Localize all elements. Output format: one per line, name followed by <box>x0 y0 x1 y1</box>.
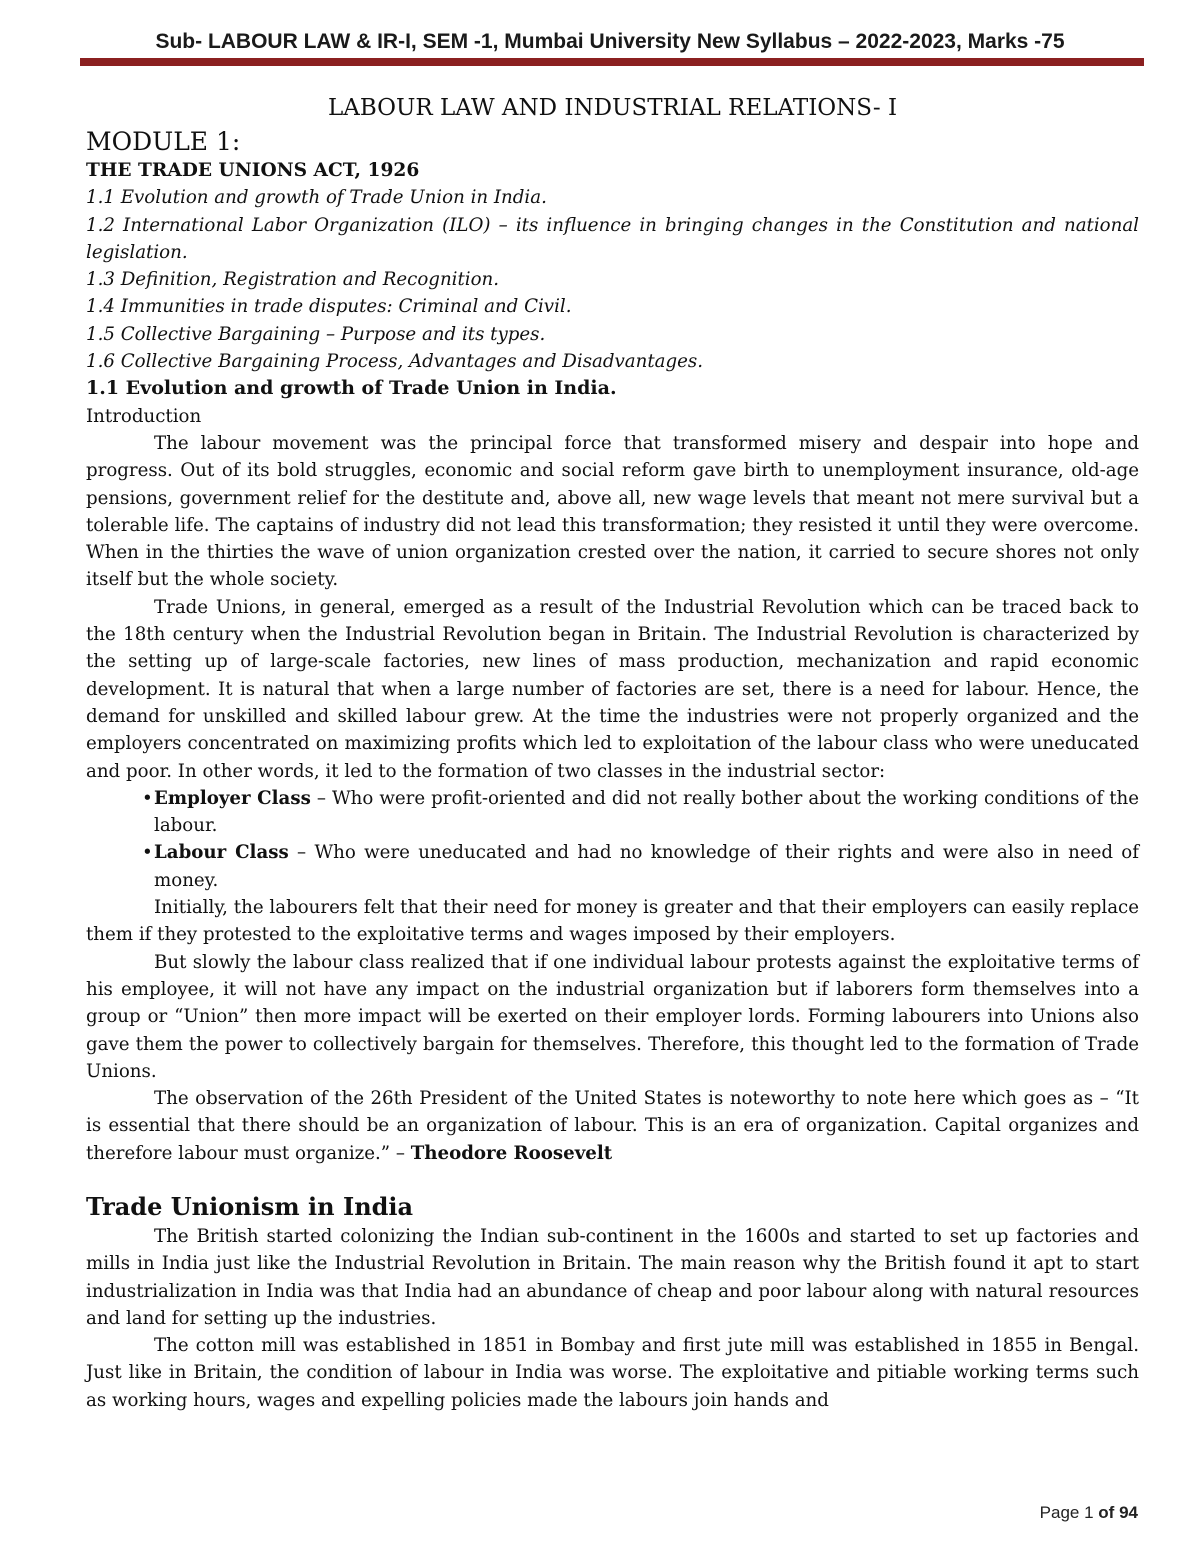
quote-paragraph <box>86 1085 1139 1167</box>
toc-item: 1.1 Evolution and growth of Trade Union in India. <box>86 187 547 209</box>
paragraph: Trade Unions, in general, emerged as a result of the Industrial Revolution which can be traced back to the 18th century when the Industrial Revolution began in Britain. The Industrial Revolution is characterized by the setting up of large-scale factories, new lines of mass production, mechanization and rapid economic development. It is natural that when a large number of factories are set, there is a need for labour. Hence, the demand for unskilled and skilled labour grew. At the time the industries were not properly organized and the employers concentrated on maximizing profits which led to exploitation of the labour class who were uneducated and poor. In other words, it led to the formation of two classes in the industrial sector: <box>86 596 1139 782</box>
paragraph: The British started colonizing the Indian sub-continent in the 1600s and started to set up factories and mills in India just like the Industrial Revolution in Britain. The main reason why the British found it apt to start industrialization in India was that India had an abundance of cheap and poor labour along with natural resources and land for setting up the industries. <box>86 1225 1139 1329</box>
page-content <box>86 92 1139 1414</box>
act-heading: THE TRADE UNIONS ACT, 1926 <box>86 160 420 181</box>
module-heading: MODULE 1: <box>86 127 241 156</box>
list-item <box>86 785 1139 840</box>
page-total: 94 <box>1119 1503 1138 1522</box>
document-title: LABOUR LAW AND INDUSTRIAL RELATIONS- I <box>327 95 898 121</box>
quote-text: The observation of the 26th President of the United States is noteworthy to note here which goes as – “It is essential that there should be an organization of labour. This is an era of organization. Capital organizes and therefore labour must organize.” – <box>86 1088 1139 1164</box>
list-text: – Who were profit-oriented and did not really bother about the working conditions of the labour. <box>154 787 1139 837</box>
toc-item: 1.4 Immunities in trade disputes: Criminal and Civil. <box>86 296 572 318</box>
page-number <box>1040 1503 1138 1523</box>
paragraph: The labour movement was the principal force that transformed misery and despair into hope and progress. Out of its bold struggles, economic and social reform gave birth to unemployment insurance, old-age pensions, government relief for the destitute and, above all, new wage levels that meant not mere survival but a tolerable life. The captains of industry did not lead this transformation; they resisted it until they were overcome. When in the thirties the wave of union organization crested over the nation, it carried to secure shores not only itself but the whole society. <box>86 432 1139 591</box>
page-current: 1 <box>1084 1503 1094 1522</box>
section-heading: 1.1 Evolution and growth of Trade Union in India. <box>86 377 617 400</box>
header-rule <box>80 58 1144 66</box>
list-term: Labour Class <box>154 842 289 864</box>
bullet-icon: • <box>142 842 153 864</box>
paragraph: The cotton mill was established in 1851 in Bombay and first jute mill was established in 1855 in Bengal. Just like in Britain, the condition of labour in India was worse. The exploitative and pitiable working terms such as working hours, wages and expelling policies made the labours join hands and <box>86 1335 1139 1411</box>
subsection-heading: Trade Unionism in India <box>86 1191 414 1221</box>
list-text: – Who were uneducated and had no knowledge of their rights and were also in need of money. <box>154 842 1139 891</box>
quote-author: Theodore Roosevelt <box>410 1142 613 1164</box>
table-of-contents <box>86 184 1139 375</box>
intro-label: Introduction <box>86 405 202 427</box>
toc-item: 1.3 Definition, Registration and Recognition. <box>86 269 500 291</box>
toc-item: 1.5 Collective Bargaining – Purpose and its types. <box>86 323 546 345</box>
bullet-icon: • <box>142 787 153 809</box>
toc-item: 1.2 International Labor Organization (ILO) – its influence in bringing changes in the Constitution and national legislation. <box>86 214 1139 263</box>
page-label: Page <box>1039 1503 1080 1522</box>
page-of: of <box>1098 1503 1115 1522</box>
class-list <box>86 785 1139 894</box>
list-term: Employer Class <box>154 787 311 809</box>
running-header: Sub- LABOUR LAW & IR-I, SEM -1, Mumbai University New Syllabus – 2022-2023, Marks -75 <box>155 30 1065 53</box>
toc-item: 1.6 Collective Bargaining Process, Advantages and Disadvantages. <box>86 351 704 373</box>
list-item <box>86 839 1139 894</box>
paragraph: Initially, the labourers felt that their need for money is greater and that their employers can easily replace them if they protested to the exploitative terms and wages imposed by their employers. <box>86 897 1139 946</box>
paragraph: But slowly the labour class realized that if one individual labour protests against the exploitative terms of his employee, it will not have any impact on the industrial organization but if laborers form themselves into a group or “Union” then more impact will be exerted on their employer lords. Forming labourers into Unions also gave them the power to collectively bargain for themselves. Therefore, this thought led to the formation of Trade Unions. <box>86 951 1139 1082</box>
